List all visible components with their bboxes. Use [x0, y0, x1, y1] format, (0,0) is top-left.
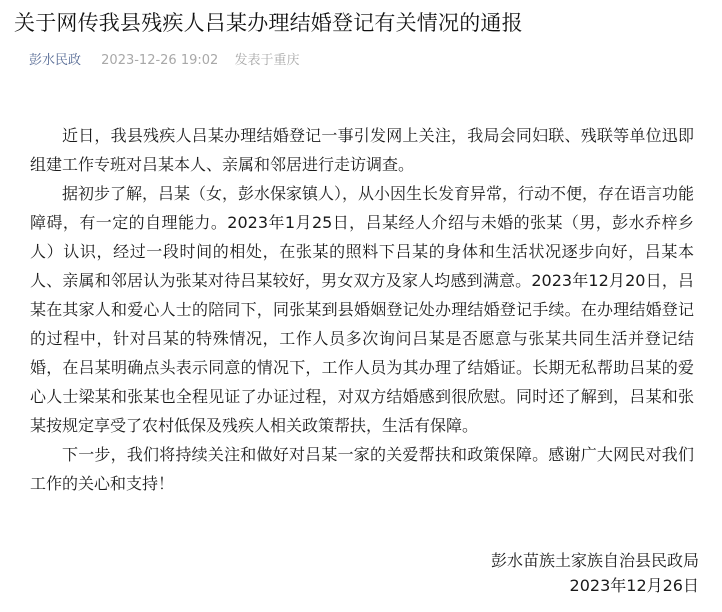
body-paragraph: 据初步了解，吕某（女，彭水保家镇人），从小因生长发育异常，行动不便，存在语言功能障碍，有一定的自理能力。2023年1月25日，吕某经人介绍与未婚的张某（男，彭水乔梓乡人）认识，经过一段时间的相处，在张某的照料下吕某的身体和生活状况逐步向好，吕某本人、亲属和邻居认为张某对待吕某较好，男女双方及家人均感到满意。2023年12月20日，吕某在其家人和爱心人士的陪同下，同张某到县婚姻登记处办理结婚登记手续。在办理结婚登记的过程中，针对吕某的特殊情况，工作人员多次询问吕某是否愿意与张某共同生活并登记结婚，在吕某明确点头表示同意的情况下，工作人员为其办理了结婚证。长期无私帮助吕某的爱心人士梁某和张某也全程见证了办证过程，对双方结婚感到很欣慰。同时还了解到，吕某和张某按规定享受了农村低保及残疾人相关政策帮扶，生活有保障。 [30, 184, 695, 435]
signature-date: 2023年12月26日 [569, 576, 699, 595]
account-name-link[interactable]: 彭水民政 [29, 53, 82, 68]
article-signature [491, 548, 699, 598]
article-body [30, 121, 694, 498]
signature-organization: 彭水苗族土家族自治县民政局 [490, 551, 699, 570]
publish-date: 2023-12-26 19:02 [101, 53, 219, 68]
body-paragraph: 下一步，我们将持续关注和做好对吕某一家的关爱帮扶和政策保障。感谢广大网民对我们工作的关心和支持！ [30, 445, 694, 493]
body-paragraph: 近日，我县残疾人吕某办理结婚登记一事引发网上关注，我局会同妇联、残联等单位迅即组建工作专班对吕某本人、亲属和邻居进行走访调查。 [30, 126, 694, 174]
article-meta [29, 51, 299, 71]
publish-location: 发表于重庆 [234, 53, 300, 68]
article-title: 关于网传我县残疾人吕某办理结婚登记有关情况的通报 [14, 11, 523, 35]
